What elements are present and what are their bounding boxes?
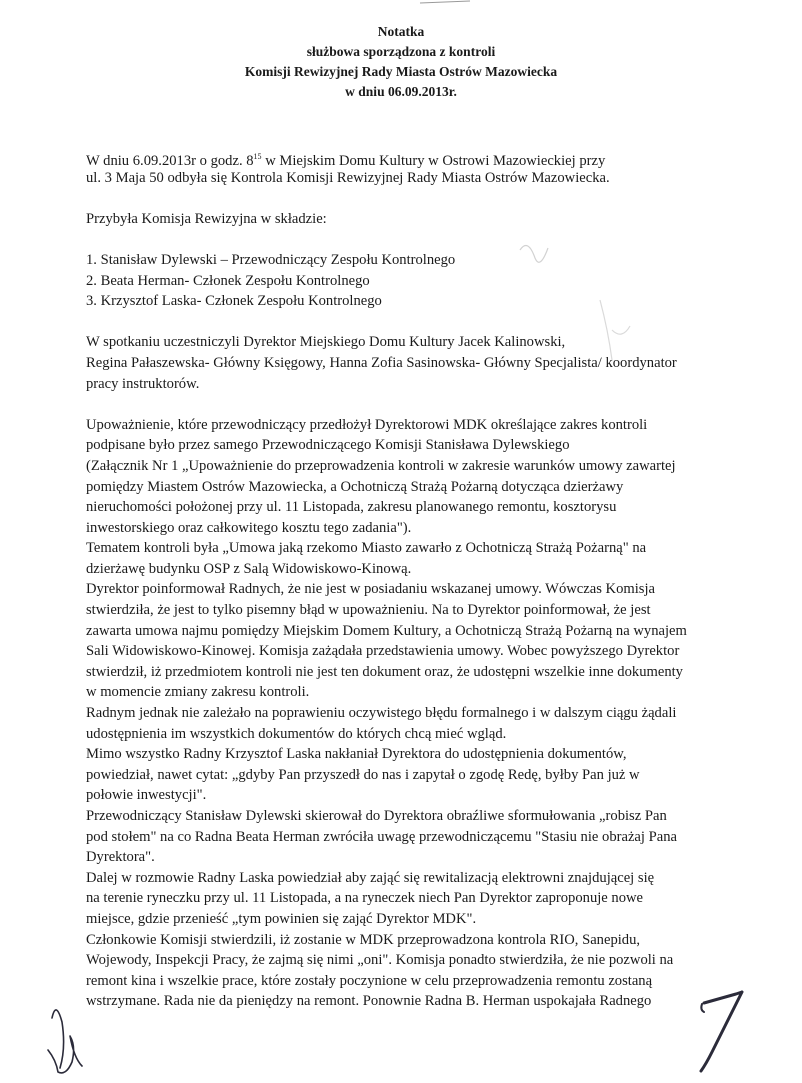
text-line: Członkowie Komisji stwierdzili, iż zostanie w MDK przeprowadzona kontrola RIO, Sanepidu, — [86, 931, 641, 948]
text-line: nieruchomości położonej przy ul. 11 Listopada, zakresu planowanego remontu, kosztorysu — [86, 499, 617, 516]
text-line: Mimo wszystko Radny Krzysztof Laska nakłaniał Dyrektora do udostępnienia dokumentów, — [86, 746, 627, 763]
commission-heading: Przybyła Komisja Rewizyjna w składzie: — [86, 210, 327, 227]
text-line: Dalej w rozmowie Radny Laska powiedział aby zająć się rewitalizacją elektrowni znajdującej się — [86, 869, 655, 886]
intro-time-prefix: W dniu 6.09.2013r o godz. 8 — [86, 152, 254, 169]
text-line: miejsce, gdzie przenieść „tym powinien się zająć Dyrektor MDK". — [86, 910, 477, 927]
text-line: inwestorskiego oraz całkowitego kosztu tego zadania"). — [86, 519, 412, 536]
member-item: 1. Stanisław Dylewski – Przewodniczący Zespołu Kontrolnego — [86, 251, 456, 268]
text-line: udostępnienia im wszystkich dokumentów do których chcą mieć wgląd. — [86, 725, 507, 742]
intro-location: w Miejskim Domu Kultury w Ostrowi Mazowieckiej przy — [261, 152, 606, 169]
text-line: połowie inwestycji". — [86, 787, 207, 804]
text-line: pomiędzy Miastem Ostrów Mazowiecka, a Ochotniczą Strażą Pożarną dotycząca dzierżawy — [86, 478, 624, 495]
title-line-1: Notatka — [377, 24, 425, 39]
text-line: remont kina i wszelkie prace, które zostały poczynione w celu przeprowadzenia remontu zostaną — [86, 972, 653, 989]
document-body — [86, 147, 776, 1012]
title-line-3: Komisji Rewizyjnej Rady Miasta Ostrów Mazowiecka — [244, 64, 558, 79]
participants-line: pracy instruktorów. — [86, 375, 200, 392]
text-line: Radnym jednak nie zależało na poprawieniu oczywistego błędu formalnego i w dalszym ciągu żądali — [86, 705, 677, 722]
main-paragraphs — [86, 415, 776, 1012]
participants-line: Regina Pałaszewska- Główny Księgowy, Hanna Zofia Sasinowska- Główny Specjalista/ koordynator — [86, 354, 677, 371]
text-line: dzierżawę budynku OSP z Salą Widowiskowo-Kinową. — [86, 560, 412, 577]
member-item: 2. Beata Herman- Członek Zespołu Kontrolnego — [86, 272, 370, 289]
text-line: stwierdził, iż przedmiotem kontroli nie jest ten dokument oraz, że udostępni wszelkie inne dokumenty — [86, 663, 683, 680]
document-title — [0, 22, 802, 102]
intro-line-2: ul. 3 Maja 50 odbyła się Kontrola Komisji Rewizyjnej Rady Miasta Ostrów Mazowiecka. — [86, 169, 610, 186]
member-item: 3. Krzysztof Laska- Członek Zespołu Kontrolnego — [86, 293, 382, 310]
text-line: Przewodniczący Stanisław Dylewski skierował do Dyrektora obraźliwe sformułowania „robisz Pan — [86, 808, 667, 824]
text-line: (Załącznik Nr 1 „Upoważnienie do przeprowadzenia kontroli w zakresie warunków umowy zawartej — [86, 457, 676, 474]
intro-line-1 — [86, 147, 776, 168]
text-line: stwierdziła, że jest to tylko pisemny błąd w upoważnieniu. Na to Dyrektor poinformował, że jest — [86, 602, 651, 619]
text-line: Tematem kontroli była „Umowa jaką rzekomo Miasto zawarło z Ochotniczą Strażą Pożarną" na — [86, 540, 647, 557]
handwritten-initials — [48, 1010, 82, 1073]
scan-artifact-line — [420, 1, 470, 3]
text-line: na terenie ryneczku przy ul. 11 Listopada, a na ryneczek niech Pan Dyrektor zaproponuje nowe — [86, 890, 644, 907]
text-line: zawarta umowa najmu pomiędzy Miejskim Domem Kultury, a Ochotniczą Strażą Pożarną na wynajem — [86, 622, 687, 639]
text-line: powiedział, nawet cytat: „gdyby Pan przyszedł do nas i zapytał o zgodę Redę, byłby Pan już w — [86, 766, 640, 783]
text-line: Dyrektor poinformował Radnych, że nie jest w posiadaniu wskazanej umowy. Wówczas Komisja — [86, 581, 656, 598]
text-line: pod stołem" na co Radna Beata Herman zwróciła uwagę przewodniczącemu "Stasiu nie obrażaj Pana — [86, 828, 677, 845]
text-line: podpisane było przez samego Przewodniczącego Komisji Stanisława Dylewskiego — [86, 437, 570, 454]
title-line-4: w dniu 06.09.2013r. — [345, 84, 457, 99]
text-line: Upoważnienie, które przewodniczący przedłożył Dyrektorowi MDK określające zakres kontroli — [86, 416, 648, 433]
text-line: Dyrektora". — [86, 849, 155, 866]
title-line-2: służbowa sporządzona z kontroli — [306, 44, 496, 59]
intro-time-minutes: 15 — [253, 152, 262, 161]
text-line: Sali Widowiskowo-Kinowej. Komisja zażądała przedstawienia umowy. Wobec powyższego Dyrektor — [86, 643, 680, 660]
text-line: w momencie zmiany zakresu kontroli. — [86, 684, 310, 701]
text-line: wstrzymane. Rada nie da pieniędzy na remont. Ponownie Radna B. Herman uspokajała Radnego — [86, 993, 652, 1010]
participants-line: W spotkaniu uczestniczyli Dyrektor Miejskiego Domu Kultury Jacek Kalinowski, — [86, 334, 566, 351]
text-line: Wojewody, Inspekcji Pracy, że zajmą się nimi „oni". Komisja ponadto stwierdziła, że nie pozwoli na — [86, 952, 674, 969]
